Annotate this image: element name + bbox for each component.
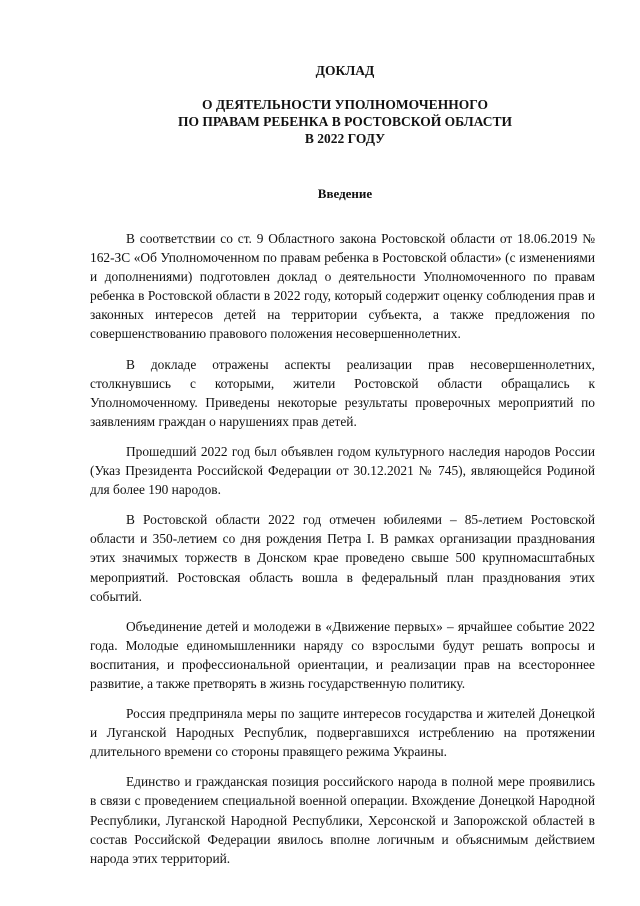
document-body xyxy=(90,229,595,879)
paragraph: Прошедший 2022 год был объявлен годом культурного наследия народов России (Указ Президента Российской Федерации от 30.12.2021 № 745), являющейся Родиной для более 190 народов. xyxy=(90,443,595,498)
paragraph: В докладе отражены аспекты реализации прав несовершеннолетних, столкнувшись с которыми, жители Ростовской области обращались к Уполномоченному. Приведены некоторые результаты проверочных мероприятий по заявлениям граждан о нарушениях прав детей. xyxy=(90,356,595,429)
document-subtitle-line-1: О ДЕЯТЕЛЬНОСТИ УПОЛНОМОЧЕННОГО xyxy=(202,97,488,112)
section-heading: Введение xyxy=(317,186,373,201)
paragraph: Объединение детей и молодежи в «Движение первых» – ярчайшее событие 2022 года. Молодые единомышленники наряду со взрослыми будут решать вопросы и воспитания, и профессиональной ориентации, и реализации прав на всестороннее развитие, а также претворять в жизнь государственную политику. xyxy=(90,618,595,691)
document-subtitle-line-2: ПО ПРАВАМ РЕБЕНКА В РОСТОВСКОЙ ОБЛАСТИ xyxy=(177,114,513,129)
document-title: ДОКЛАД xyxy=(315,63,375,78)
paragraph: Россия предприняла меры по защите интересов государства и жителей Донецкой и Луганской Народных Республик, подвергавшихся истреблению на протяжении длительного времени со стороны правящего режима Украины. xyxy=(90,706,595,760)
paragraph: В соответствии со ст. 9 Областного закона Ростовской области от 18.06.2019 № 162-ЗС «Об Уполномоченном по правам ребенка в Ростовской области» (с изменениями и дополнениями) подготовлен доклад о деятельности Уполномоченного по правам ребенка в Ростовской области в 2022 году, который содержит оценку соблюдения прав и законных интересов детей на территории субъекта, а также предложения по совершенствованию правового положения несовершеннолетних. xyxy=(90,231,595,342)
document-subtitle-line-3: В 2022 ГОДУ xyxy=(304,131,386,146)
paragraph: В Ростовской области 2022 год отмечен юбилеями – 85-летием Ростовской области и 350-летием со дня рождения Петра I. В рамках организации празднования этих значимых торжеств в Донском крае проведено свыше 500 крупномасштабных мероприятий. Ростовская область вошла в федеральный план празднования этих событий. xyxy=(90,512,595,604)
paragraph: Единство и гражданская позиция российского народа в полной мере проявились в связи с проведением специальной военной операции. Вхождение Донецкой Народной Республики, Луганской Народной Республики, Херсонской и Запорожской областей в состав Российской Федерации явилось вполне логичным и объяснимым действием народа этих территорий. xyxy=(90,774,595,866)
